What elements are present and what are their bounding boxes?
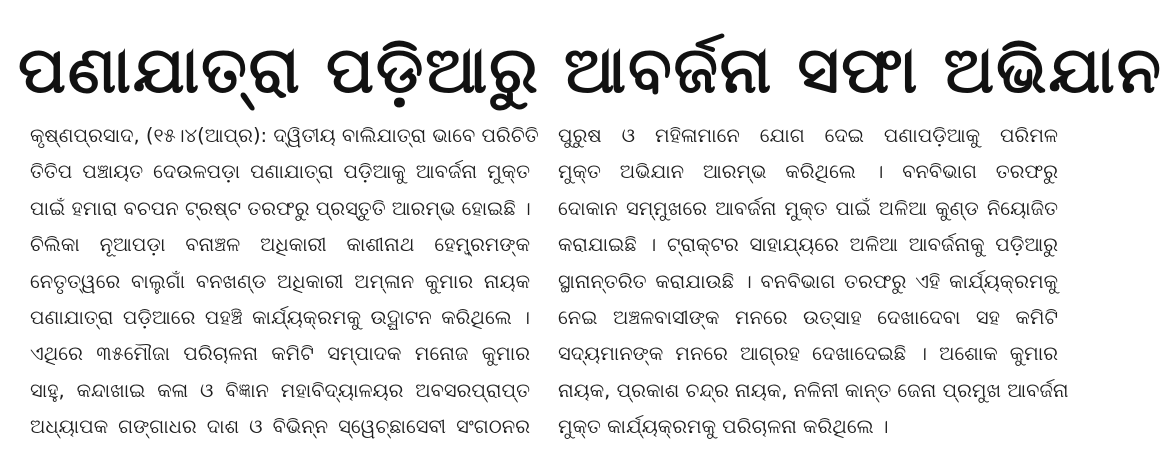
body-line: ସଦ୍ୟମାନଙ୍କ ମନରେ ଆଗ୍ରହ ଦେଖାଦେଇଛି । ଅଶୋକ କୁମାର [558, 342, 1058, 366]
body-line: ସ୍ଥାନାନ୍ତରିତ କରାଯାଉଛି । ବନବିଭାଗ ତରଫରୁ ଏହି କାର୍ଯ୍ୟକ୍ରମକୁ [558, 269, 1058, 293]
body-line: ଚିଲିକା ନୂଆପଡ଼ା ବନାଞ୍ଚଳ ଅଧିକାରୀ କାଶୀନାଥ ହେମ୍ବ୍ରମଙ୍କ [30, 233, 530, 257]
right-column [558, 118, 1069, 468]
article-headline: ପଣାଯାତ୍ରା ପଡ଼ିଆରୁ ଆବର୍ଜନା ସଫା ଅଭିଯାନ [18, 34, 1163, 108]
body-line: କୃଷ୍ଣପ୍ରସାଦ, (୧୫।୪(ଆପ୍ର): ଦ୍ୱିତୀୟ ବାଲିଯାତ୍ରା ଭାବେ ପରିଚିତି [30, 124, 539, 147]
body-line: ମୁକ୍ତ ଅଭିଯାନ ଆରମ୍ଭ କରିଥିଲେ । ବନବିଭାଗ ତରଫରୁ [558, 160, 1058, 184]
body-line: ସାହୁ, କନ୍ଦାଖାଇ କଳା ଓ ବିଜ୍ଞାନ ମହାବିଦ୍ୟାଳୟର ଅବସରପ୍ରାପ୍ତ [30, 378, 530, 402]
body-line: ପଣାଯାତ୍ରା ପଡ଼ିଆରେ ପହଞ୍ଚି କାର୍ଯ୍ୟକ୍ରମକୁ ଉଦ୍ଘାଟନ କରିଥିଲେ । [30, 305, 530, 329]
body-line: ମୁକ୍ତ କାର୍ଯ୍ୟକ୍ରମକୁ ପରିଚାଳନା କରିଥିଲେ । [558, 415, 889, 439]
body-line: କରାଯାଇଛି । ଟ୍ରାକ୍ଟର ସାହାଯ୍ୟରେ ଅଳିଆ ଆବର୍ଜନାକୁ ପଡ଼ିଆରୁ [558, 233, 1058, 257]
body-line: ପାଇଁ ହମାରା ବଚପନ ଟ୍ରଷ୍ଟ ତରଫରୁ ପ୍ରସ୍ତୁତି ଆରମ୍ଭ ହୋଇଛି । [30, 196, 531, 220]
body-line: ନେଇ ଅଞ୍ଚଳବାସୀଙ୍କ ମନରେ ଉତ୍ସାହ ଦେଖାଦେବା ସହ କମିଟି [558, 305, 1058, 329]
body-line: ନାୟକ, ପ୍ରକାଶ ଚନ୍ଦ୍ର ନାୟକ, ନଳିନୀ କାନ୍ତ ଜେନା ପ୍ରମୁଖ ଆବର୍ଜନା [558, 378, 1069, 402]
left-column [30, 118, 539, 468]
body-line: ନେତୃତ୍ୱରେ ବାଲୁଗାଁ ବନଖଣ୍ଡ ଅଧିକାରୀ ଅମ୍ଳାନ କୁମାର ନାୟକ [30, 269, 530, 293]
body-line: ଏଥିରେ ୩୫ମୌଜା ପରିଚାଳନା କମିଟି ସମ୍ପାଦକ ମନୋଜ କୁମାର [30, 342, 530, 366]
body-line: ଅଧ୍ୟାପକ ଗଙ୍ଗାଧର ଦାଶ ଓ ବିଭିନ୍ନ ସ୍ୱେଚ୍ଛାସେବୀ ସଂଗଠନର [30, 415, 530, 439]
body-line: ପୁରୁଷ ଓ ମହିଳାମାନେ ଯୋଗ ଦେଇ ପଣାପଡ଼ିଆକୁ ପରିମଳ [558, 124, 1058, 147]
body-line: ଦୋକାନ ସମ୍ମୁଖରେ ଆବର୍ଜନା ମୁକ୍ତ ପାଇଁ ଅଳିଆ କୁଣ୍ଡ ନିୟୋଜିତ [558, 196, 1058, 220]
body-line: ତିତିପ ପଞ୍ଚାୟତ ଦେଉଳପଡ଼ା ପଣାଯାତ୍ରା ପଡ଼ିଆକୁ ଆବର୍ଜନା ମୁକ୍ତ [30, 160, 530, 184]
